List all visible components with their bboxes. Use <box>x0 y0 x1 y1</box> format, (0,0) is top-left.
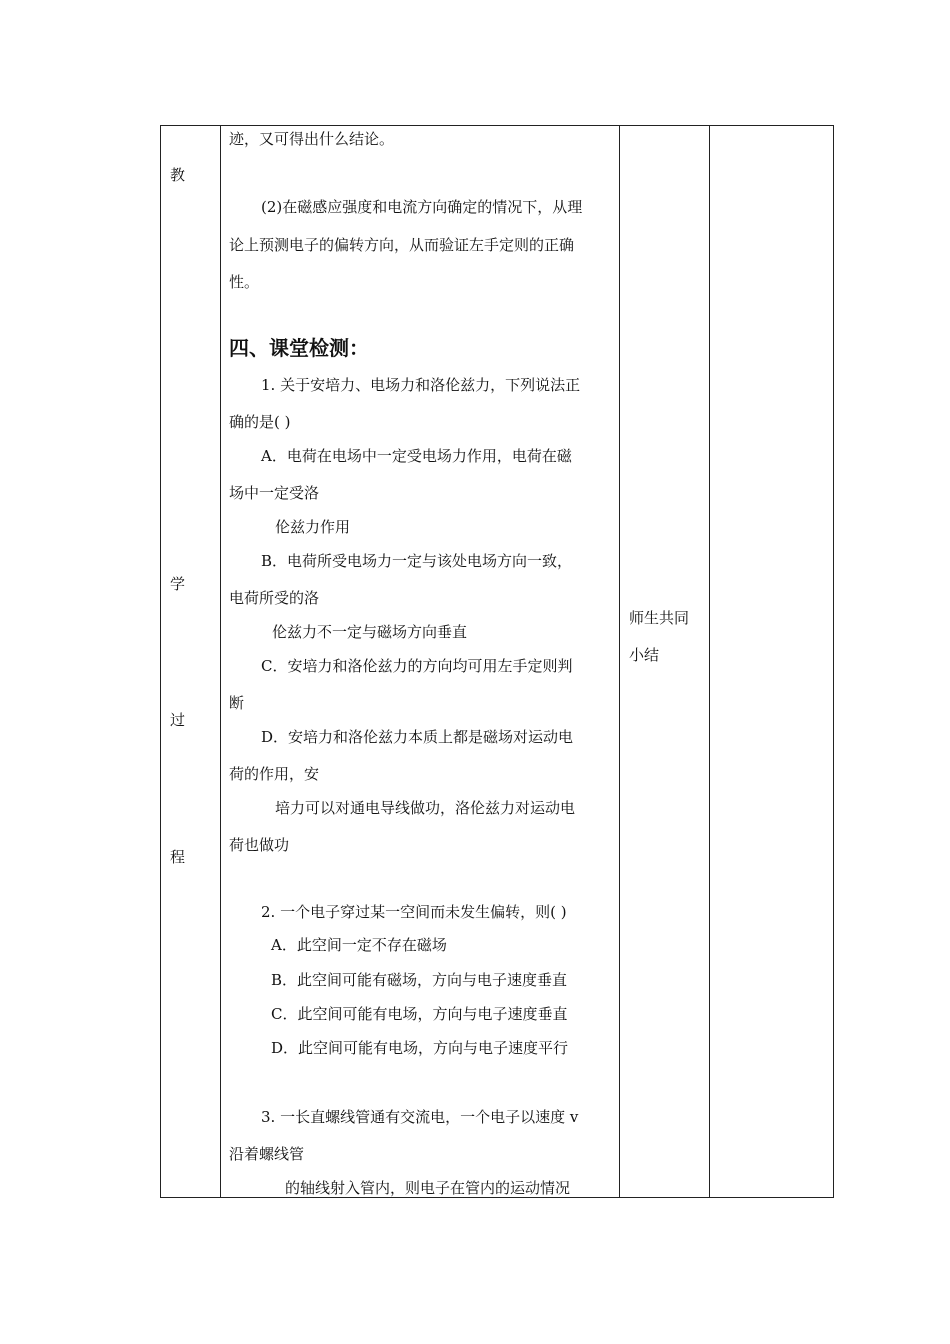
option-a: A．此空间一定不存在磁场 <box>271 936 447 954</box>
column-divider <box>220 126 221 1197</box>
text-line: 伦兹力作用 <box>275 518 351 536</box>
teaching-note: 小结 <box>629 646 660 664</box>
question-2: 2. 一个电子穿过某一空间而未发生偏转，则( ) <box>261 903 567 921</box>
side-label-char: 学 <box>170 575 186 593</box>
option-c: C．安培力和洛伦兹力的方向均可用左手定则判 <box>261 657 573 675</box>
text-line: 确的是( ) <box>229 413 291 431</box>
text-line: 沿着螺线管 <box>229 1145 305 1163</box>
text-line: 论上预测电子的偏转方向，从而验证左手定则的正确 <box>229 236 575 254</box>
column-divider <box>709 126 710 1197</box>
text-line: 电荷所受的洛 <box>229 589 320 607</box>
text-line: 荷也做功 <box>229 836 290 854</box>
section-heading: 四、课堂检测： <box>229 336 369 360</box>
side-label-char: 过 <box>170 711 186 729</box>
option-a: A．电荷在电场中一定受电场力作用，电荷在磁 <box>261 447 572 465</box>
column-divider <box>619 126 620 1197</box>
option-c: C．此空间可能有电场，方向与电子速度垂直 <box>271 1005 568 1023</box>
teaching-note: 师生共同 <box>629 609 690 627</box>
question-1: 1. 关于安培力、电场力和洛伦兹力，下列说法正 <box>261 376 581 394</box>
side-label-char: 程 <box>170 848 186 866</box>
option-d: D．此空间可能有电场，方向与电子速度平行 <box>271 1039 569 1057</box>
option-d: D．安培力和洛伦兹力本质上都是磁场对运动电 <box>261 728 574 746</box>
text-line: 场中一定受洛 <box>229 484 320 502</box>
text-line: (2)在磁感应强度和电流方向确定的情况下，从理 <box>261 198 583 216</box>
text-line: 迹，又可得出什么结论。 <box>229 130 395 148</box>
text-line: 的轴线射入管内，则电子在管内的运动情况 <box>285 1179 571 1197</box>
text-line: 荷的作用，安 <box>229 765 320 783</box>
option-b: B．电荷所受电场力一定与该处电场方向一致， <box>261 552 573 570</box>
text-line: 断 <box>229 694 245 712</box>
option-b: B．此空间可能有磁场，方向与电子速度垂直 <box>271 971 568 989</box>
lesson-table <box>160 125 834 1198</box>
side-label-char: 教 <box>170 166 186 184</box>
text-line: 伦兹力不一定与磁场方向垂直 <box>272 623 468 641</box>
text-line: 培力可以对通电导线做功，洛伦兹力对运动电 <box>275 799 576 817</box>
text-line: 性。 <box>229 273 260 291</box>
question-3: 3. 一长直螺线管通有交流电，一个电子以速度 v <box>261 1108 579 1126</box>
